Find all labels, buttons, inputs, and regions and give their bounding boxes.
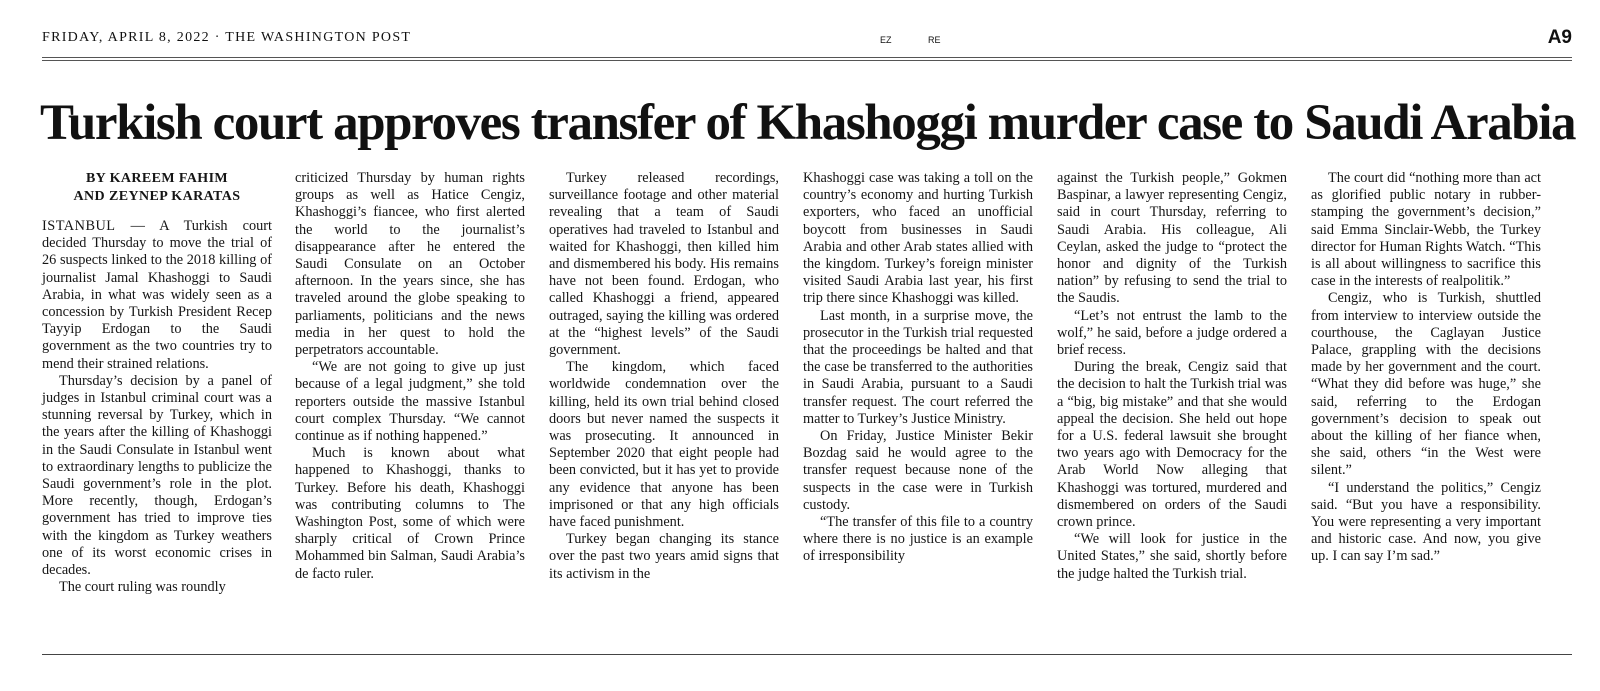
paragraph: The kingdom, which faced worldwide condemnation over the killing, held its own trial behind closed doors but never named the suspects it was prosecuting. It announced in September 2020 that eight people had been convicted, but it has yet to provide any evidence that anyone has been imprisoned or that any high officials have faced punishment.: [549, 359, 779, 531]
byline: [42, 170, 272, 206]
paragraph: “We are not going to give up just because of a legal judgment,” she told reporters outside the massive Istanbul court complex Thursday. “We cannot continue as if nothing happened.”: [295, 359, 525, 445]
paragraph: “The transfer of this file to a country where there is no justice is an example of irresponsibility: [803, 514, 1033, 565]
paragraph: Khashoggi case was taking a toll on the country’s economy and hurting Turkish exporters, who faced an unofficial boycott from businesses in Saudi Arabia and other Arab states allied with the kingdom. Turkey’s foreign minister visited Saudi Arabia last year, his first trip there since Khashoggi was killed.: [803, 170, 1033, 307]
paragraph: “We will look for justice in the United States,” she said, shortly before the judge halted the Turkish trial.: [1057, 531, 1287, 582]
article-headline: Turkish court approves transfer of Khashoggi murder case to Saudi Arabia: [40, 95, 1576, 151]
article-column-4: [803, 170, 1033, 566]
paragraph: The court did “nothing more than act as glorified public notary in rubber-stamping the government’s decision,” said Emma Sinclair-Webb, the Turkey director for Human Rights Watch. “This is all about willingness to sacrifice this case in the interests of realpolitik.”: [1311, 170, 1541, 290]
folio-edition-mark-ez: EZ: [880, 35, 892, 45]
byline-author-1: BY KAREEM FAHIM: [85, 171, 229, 186]
article-column-6: [1311, 170, 1541, 566]
paragraph: Thursday’s decision by a panel of judges in Istanbul criminal court was a stunning reversal by Turkey, which in the years after the killing of Khashoggi in the Saudi Consulate in Istanbul went to extraordinary lengths to publicize the Saudi government’s role in the plot. More recently, though, Erdogan’s government has tried to improve ties with the kingdom as Turkey weathers one of its worst economic crises in decades.: [42, 372, 272, 579]
paragraph: Cengiz, who is Turkish, shuttled from interview to interview outside the courthouse, the Caglayan Justice Palace, grappling with the decisions made by her government and the court. “What they did before was huge,” she said, referring to the Erdogan government’s decision to speak out about the killing of her fiance when, she said, others “in the West were silent.”: [1311, 290, 1541, 479]
paragraph: Last month, in a surprise move, the prosecutor in the Turkish trial requested that the proceedings be halted and that the case be transferred to the authorities in Saudi Arabia, pursuant to a Saudi transfer request. The court referred the matter to Turkey’s Justice Ministry.: [803, 307, 1033, 427]
byline-author-2: AND ZEYNEP KARATAS: [73, 189, 241, 204]
article-column-1: [42, 170, 272, 596]
page-number: A9: [1547, 27, 1572, 48]
paragraph: Much is known about what happened to Khashoggi, thanks to Turkey. Before his death, Khashoggi was contributing columns to The Washington Post, some of which were sharply critical of Crown Prince Mohammed bin Salman, Saudi Arabia’s de facto ruler.: [295, 445, 525, 582]
paragraph: against the Turkish people,” Gokmen Baspinar, a lawyer representing Cengiz, said in court Thursday, referring to Saudi Arabia. His colleague, Ali Ceylan, asked the judge to “protect the honor and dignity of the Turkish nation” by refusing to send the trial to the Saudis.: [1057, 170, 1287, 307]
folio-edition-mark-re: RE: [928, 35, 941, 45]
top-rule: [42, 57, 1572, 58]
bottom-rule: [42, 654, 1572, 655]
paragraph: “I understand the politics,” Cengiz said. “But you have a responsibility. You were representing a very important and historic case. And now, you give up. I can say I’m sad.”: [1311, 479, 1541, 565]
paragraph: [42, 218, 272, 373]
article-column-2: [295, 170, 525, 583]
paragraph: During the break, Cengiz said that the decision to halt the Turkish trial was a “big, big mistake” and that she would appeal the decision. She held out hope for a U.S. federal lawsuit she brought two years ago with Democracy for the Arab World Now alleging that Khashoggi was tortured, murdered and dismembered on orders of the Saudi crown prince.: [1057, 359, 1287, 531]
paragraph: Turkey began changing its stance over the past two years amid signs that its activism in the: [549, 531, 779, 582]
paragraph: “Let’s not entrust the lamb to the wolf,” he said, before a judge ordered a brief recess.: [1057, 307, 1287, 359]
top-rule-secondary: [42, 60, 1572, 61]
article-column-5: [1057, 170, 1287, 583]
folio-date-publication: FRIDAY, APRIL 8, 2022 · THE WASHINGTON POST: [42, 30, 412, 45]
paragraph: On Friday, Justice Minister Bekir Bozdag said he would agree to the transfer request because none of the suspects in the case were in Turkish custody.: [803, 428, 1033, 513]
dateline: ISTANBUL: [42, 218, 116, 234]
paragraph-text: — A Turkish court decided Thursday to move the trial of 26 suspects linked to the 2018 killing of journalist Jamal Khashoggi to Saudi Arabia, in what was widely seen as a concession by Turkish President Recep Tayyip Erdogan to the Saudi government as the two countries try to mend their strained relations.: [42, 218, 272, 372]
paragraph: Turkey released recordings, surveillance footage and other material revealing that a team of Saudi operatives had traveled to Istanbul and waited for Khashoggi, then killed him and dismembered his body. His remains have not been found. Erdogan, who called Khashoggi a friend, appeared outraged, saying the killing was ordered at the “highest levels” of the Saudi government.: [549, 170, 779, 359]
article-column-3: [549, 170, 779, 583]
page-folio: [42, 27, 1572, 49]
paragraph: criticized Thursday by human rights groups as well as Hatice Cengiz, Khashoggi’s fiancee, who first alerted the world to the journalist’s disappearance after he entered the Saudi Consulate on an October afternoon. In the years since, she has traveled around the globe speaking to parliaments, politicians and the news media in her quest to hold the perpetrators accountable.: [295, 170, 525, 359]
paragraph: The court ruling was roundly: [59, 579, 226, 596]
